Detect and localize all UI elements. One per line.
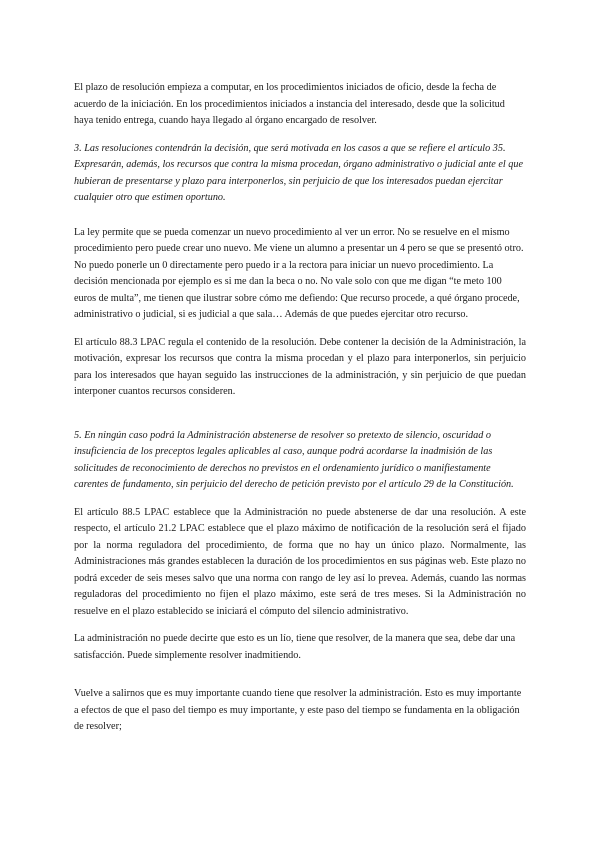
quote-articulo-88-3: 3. Las resoluciones contendrán la decisión, que será motivada en los casos a que se refiere el artículo 35. Expresarán, además, los recursos que contra la misma procedan, órgano administrativo o judicial ante el que hubieran de presentarse y plazo para interponerlos, sin perjuicio de que los interesados puedan ejercitar cualquier otro que estimen oportuno. [74,142,523,203]
paragraph-paso-del-tiempo: Vuelve a salirnos que es muy importante cuando tiene que resolver la administración. Esto es muy importante a efectos de que el paso del tiempo es muy importante, y este paso del tiempo se fundamenta en la obligación de resolver; [74,688,522,732]
paragraph-nuevo-procedimiento: La ley permite que se pueda comenzar un nuevo procedimiento al ver un error. No se resuelve en el mismo procedimiento pero puede crear uno nuevo. Me viene un alumno a presentar un 4 pero se que se presentó otro. No puedo ponerle un 0 directamente pero puedo ir a la rectora para iniciar un nuevo procedimiento. La decisión mencionada por ejemplo es si me dan la beca o no. No vale solo con que me digan “te meto 100 euros de multa”, me tienen que ilustrar sobre cómo me defiendo: Que recurso procede, a qué órgano procede, administrativo o judicial, si es judicial a que sala… Además de que puedes ejercitar otro recurso. [74,226,524,320]
paragraph-plazo-maximo: El artículo 88.5 LPAC establece que la Administración no puede abstenerse de dar una resolución. A este respecto, el artículo 21.2 LPAC establece que el plazo máximo de notificación de la resolución será el fijado por la norma reguladora del procedimiento, de forma que no hay un único plazo. Normalmente, las Administraciones más grandes establecen la duración de los procedimientos en sus páginas web. Este plazo no podrá exceder de seis meses salvo que una norma con rango de ley así lo prevea. Además, cuando las normas reguladoras del procedimiento no fijen el plazo máximo, este será de tres meses. Si la Administración no resuelve en el plazo establecido se iniciará el cómputo del silencio administrativo. [74,506,526,617]
quote-articulo-88-5: 5. En ningún caso podrá la Administración abstenerse de resolver so pretexto de silencio, oscuridad o insuficiencia de los preceptos legales aplicables al caso, aunque podrá acordarse la inadmisión de las solicitudes de reconocimiento de derechos no previstos en el ordenamiento jurídico o manifiestamente carentes de fundamento, sin perjuicio del derecho de petición previsto por el artículo 29 de la Constitución. [74,429,514,490]
paragraph-plazo-resolucion: El plazo de resolución empieza a computar, en los procedimientos iniciados de oficio, desde la fecha de acuerdo de la iniciación. En los procedimientos iniciados a instancia del interesado, desde que la solicitud haya tenido entrega, cuando haya llegado al órgano encargado de resolver. [74,82,505,126]
paragraph-obligacion-resolver: La administración no puede decirte que esto es un lío, tiene que resolver, de la manera que sea, debe dar una satisfacción. Puede simplemente resolver inadmitiendo. [74,633,516,661]
paragraph-contenido-resolucion: El artículo 88.3 LPAC regula el contenido de la resolución. Debe contener la decisión de la Administración, la motivación, expresar los recursos que contra la misma procedan y el plazo para interponerlos, sin perjuicio para los interesados que hayan seguido las instrucciones de la administración, y sin perjuicio de que puedan interponer cuantos recursos consideren. [74,336,526,397]
